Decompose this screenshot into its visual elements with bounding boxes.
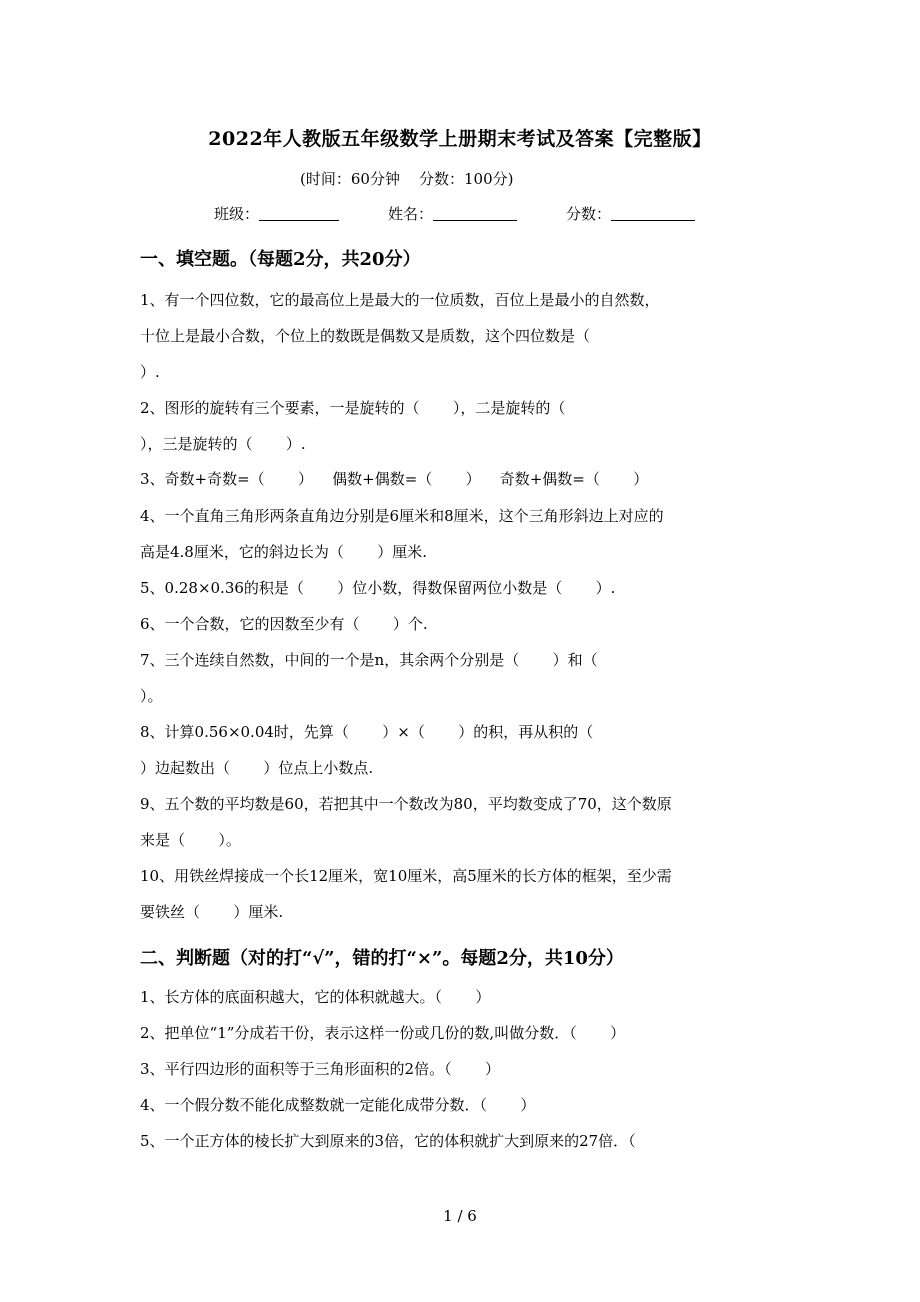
exam-time-score: (时间：60分钟 分数：100分) bbox=[300, 170, 514, 188]
score-field bbox=[566, 203, 695, 224]
score-blank[interactable] bbox=[611, 206, 695, 221]
question-line: ）。 bbox=[140, 687, 163, 705]
question-line: ）. bbox=[140, 363, 160, 381]
section2-heading: 二、判断题（对的打“√”，错的打“×”。每题2分，共10分） bbox=[140, 948, 624, 969]
question-line: ）边起数出（ ）位点上小数点. bbox=[140, 759, 374, 777]
section1-heading: 一、填空题。（每题2分，共20分） bbox=[140, 249, 421, 270]
question-line: 3、奇数+奇数=（ ） 偶数+偶数=（ ） 奇数+偶数=（ ） bbox=[140, 470, 649, 488]
question-line: 2、图形的旋转有三个要素，一是旋转的（ ），二是旋转的（ bbox=[140, 399, 566, 417]
document-title: 2022年人教版五年级数学上册期末考试及答案【完整版】 bbox=[208, 128, 712, 150]
question-line: 要铁丝（ ）厘米. bbox=[140, 903, 284, 921]
question-line: 8、计算0.56×0.04时，先算（ ）×（ ）的积，再从积的（ bbox=[140, 723, 594, 741]
class-label: 班级： bbox=[214, 205, 260, 223]
question-line: ），三是旋转的（ ）. bbox=[140, 435, 306, 453]
page-number: 1 / 6 bbox=[443, 1207, 477, 1225]
score-label: 分数： bbox=[566, 205, 612, 223]
question-line: 4、一个直角三角形两条直角边分别是6厘米和8厘米，这个三角形斜边上对应的 bbox=[140, 507, 664, 525]
class-field bbox=[214, 203, 339, 224]
class-blank[interactable] bbox=[259, 206, 339, 221]
question-line: 十位上是最小合数，个位上的数既是偶数又是质数，这个四位数是（ bbox=[140, 327, 591, 345]
question-line: 1、有一个四位数，它的最高位上是最大的一位质数，百位上是最小的自然数， bbox=[140, 291, 660, 309]
name-blank[interactable] bbox=[433, 206, 517, 221]
question-line: 7、三个连续自然数，中间的一个是n，其余两个分别是（ ）和（ bbox=[140, 651, 598, 669]
question-line: 高是4.8厘米，它的斜边长为（ ）厘米. bbox=[140, 543, 428, 561]
question-line: 6、一个合数，它的因数至少有（ ）个. bbox=[140, 615, 428, 633]
question-line: 5、0.28×0.36的积是（ ）位小数，得数保留两位小数是（ ）. bbox=[140, 579, 616, 597]
question-line: 5、一个正方体的棱长扩大到原来的3倍，它的体积就扩大到原来的27倍．（ bbox=[140, 1132, 636, 1150]
question-line: 4、一个假分数不能化成整数就一定能化成带分数．（ ） bbox=[140, 1096, 536, 1114]
name-field bbox=[388, 203, 517, 224]
question-line: 10、用铁丝焊接成一个长12厘米，宽10厘米，高5厘米的长方体的框架，至少需 bbox=[140, 867, 672, 885]
question-line: 1、长方体的底面积越大，它的体积就越大。（ ） bbox=[140, 988, 491, 1006]
name-label: 姓名： bbox=[388, 205, 434, 223]
question-line: 3、平行四边形的面积等于三角形面积的2倍。（ ） bbox=[140, 1060, 500, 1078]
question-line: 9、五个数的平均数是60，若把其中一个数改为80，平均数变成了70，这个数原 bbox=[140, 795, 672, 813]
question-line: 2、把单位“1”分成若干份，表示这样一份或几份的数,叫做分数．（ ） bbox=[140, 1024, 626, 1042]
question-line: 来是（ ）。 bbox=[140, 831, 241, 849]
